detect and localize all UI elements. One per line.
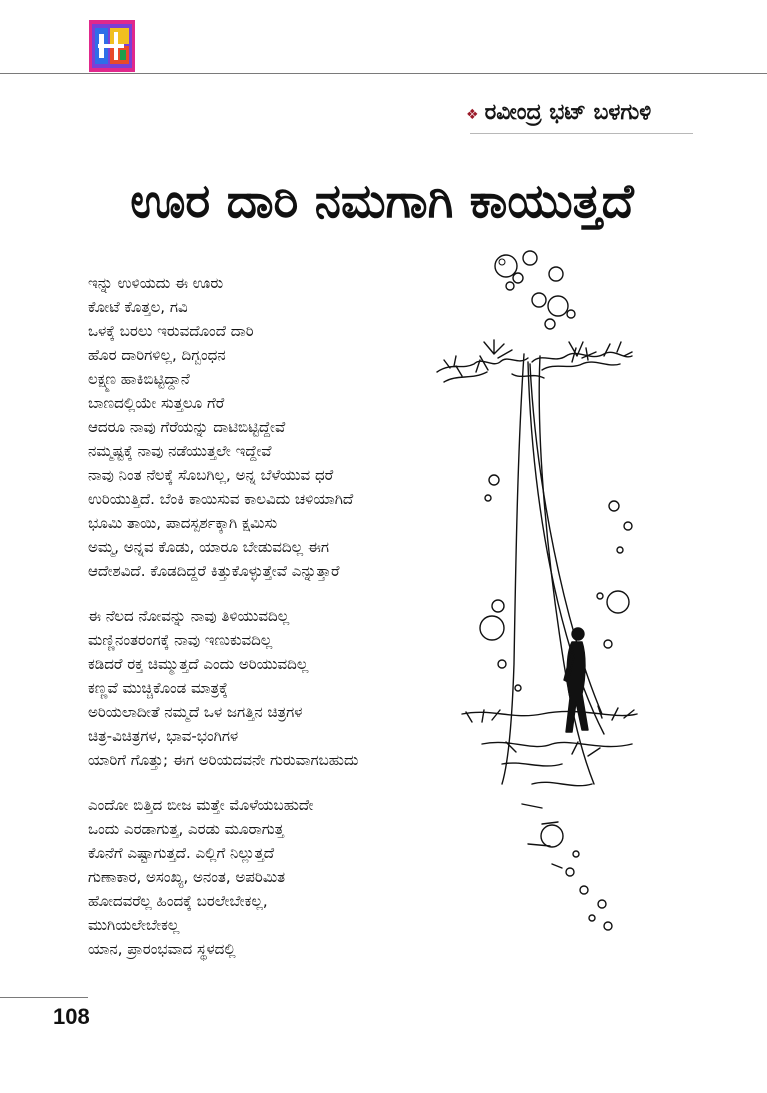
author-name: ರವೀಂದ್ರ ಭಟ್ ಬಳಗುಳಿ	[484, 100, 652, 125]
bullet-icon: ❖	[466, 107, 479, 123]
page-number: 108	[53, 1004, 90, 1029]
poem-line: ಈ ನೆಲದ ನೋವನ್ನು ನಾವು ತಿಳಿಯುವದಿಲ್ಲ	[88, 607, 290, 625]
bubbles-top	[495, 251, 575, 329]
footer-rule	[0, 997, 88, 998]
poem-line: ಮುಗಿಯಲೇಬೇಕಲ್ಲ	[88, 916, 180, 934]
poem-line: ಭೂಮಿ ತಾಯಿ, ಪಾದಸ್ಪರ್ಶಕ್ಕಾಗಿ ಕ್ಷಮಿಸು	[88, 514, 278, 532]
poem-line: ಕಣ್ಣವೆ ಮುಚ್ಚಿಕೊಂಡ ಮಾತ್ರಕ್ಕೆ	[88, 679, 228, 697]
poem-line: ಬಾಣದಲ್ಲಿಯೇ ಸುತ್ತಲೂ ಗೆರೆ	[88, 394, 225, 412]
poem-line: ಹೋದವರೆಲ್ಲ ಹಿಂದಕ್ಕೆ ಬರಲೇಬೇಕಲ್ಲ,	[88, 892, 268, 910]
ground	[462, 706, 637, 868]
poem-line: ಲಕ್ಷ್ಮಣ ಹಾಕಿಬಿಟ್ಟಿದ್ದಾನೆ	[88, 370, 190, 388]
stanza-1	[88, 271, 468, 583]
tree-figure-illustration	[432, 244, 642, 944]
author-byline	[466, 100, 694, 125]
foliage	[437, 340, 632, 382]
poem-line: ನಾವು ನಿಂತ ನೆಲಕ್ಕೆ ಸೊಬಗಿಲ್ಲ, ಅನ್ನ ಬೆಳೆಯುವ ಧರೆ	[88, 466, 334, 484]
poem-line: ಆದೇಶವಿದೆ. ಕೊಡದಿದ್ದರೆ ಕಿತ್ತುಕೊಳ್ಳುತ್ತೇವೆ ಎನ್ನುತ್ತಾರೆ	[88, 562, 340, 580]
poem-line: ಒಳಕ್ಕೆ ಬರಲು ಇರುವದೊಂದೆ ದಾರಿ	[88, 322, 254, 340]
poem-line: ಗುಣಾಕಾರ, ಅಸಂಖ್ಯ, ಅನಂತ, ಅಪರಿಮಿತ	[88, 868, 286, 886]
poem-line: ಒಂದು ಎರಡಾಗುತ್ತ, ಎರಡು ಮೂರಾಗುತ್ತ	[88, 820, 284, 838]
poem-line: ಯಾರಿಗೆ ಗೊತ್ತು; ಈಗ ಅರಿಯದವನೇ ಗುರುವಾಗಬಹುದು	[88, 751, 359, 769]
poem-line: ಮಣ್ಣಿನಂತರಂಗಕ್ಕೆ ನಾವು ಇಣುಕುವದಿಲ್ಲ	[88, 631, 273, 649]
walking-figure	[564, 628, 588, 732]
header-rule	[0, 73, 767, 74]
poem-line: ಅರಿಯಲಾದೀತೆ ನಮ್ಮದೆ ಒಳ ಜಗತ್ತಿನ ಚಿತ್ರಗಳ	[88, 703, 303, 721]
poem-line: ಕಡಿದರೆ ರಕ್ತ ಚಿಮ್ಮುತ್ತದೆ ಎಂದು ಅರಿಯುವದಿಲ್ಲ	[88, 655, 309, 673]
magazine-logo	[89, 20, 135, 72]
poem-line: ಇನ್ನು ಉಳಿಯದು ಈ ಊರು	[88, 274, 224, 292]
stanza-2	[88, 604, 468, 772]
poem-line: ಕೊನೆಗೆ ಎಷ್ಟಾಗುತ್ತದೆ. ಎಲ್ಲಿಗೆ ನಿಲ್ಲುತ್ತದೆ	[88, 844, 275, 862]
poem-line: ಯಾನ, ಪ್ರಾರಂಭವಾದ ಸ್ಥಳದಲ್ಲಿ	[88, 940, 236, 958]
stanza-3	[88, 793, 468, 961]
bubbles-bottom	[541, 825, 612, 930]
poem-line: ಎಂದೋ ಬಿತ್ತಿದ ಬೀಜ ಮತ್ತೇ ಮೊಳೆಯಬಹುದೇ	[88, 796, 314, 814]
poem-line: ಹೊರ ದಾರಿಗಳಿಲ್ಲ, ದಿಗ್ಬಂಧನ	[88, 346, 226, 364]
poem-line: ಚಿತ್ರ-ವಿಚಿತ್ರಗಳ, ಭಾವ-ಭಂಗಿಗಳ	[88, 727, 239, 745]
poem-line: ನಮ್ಮಷ್ಟಕ್ಕೆ ನಾವು ನಡೆಯುತ್ತಲೇ ಇದ್ದೇವೆ	[88, 442, 272, 460]
poem-line: ಆದರೂ ನಾವು ಗೆರೆಯನ್ನು ದಾಟಿಬಿಟ್ಟಿದ್ದೇವೆ	[88, 418, 286, 436]
author-rule	[470, 133, 693, 134]
poem-line: ಕೋಟೆ ಕೊತ್ತಲ, ಗವಿ	[88, 298, 188, 316]
bubbles-side	[480, 475, 632, 691]
poem-title: ಊರ ದಾರಿ ನಮಗಾಗಿ ಕಾಯುತ್ತದೆ	[130, 174, 634, 229]
poem-line: ಉರಿಯುತ್ತಿದೆ. ಬೆಂಕಿ ಕಾಯಿಸುವ ಕಾಲವಿದು ಚಳಿಯಾಗಿದೆ	[88, 490, 354, 508]
poem-body	[88, 271, 468, 982]
tree-trunk	[502, 354, 604, 784]
poem-line: ಅಮ್ಮ, ಅನ್ನವ ಕೊಡು, ಯಾರೂ ಬೇಡುವದಿಲ್ಲ ಈಗ	[88, 538, 330, 556]
